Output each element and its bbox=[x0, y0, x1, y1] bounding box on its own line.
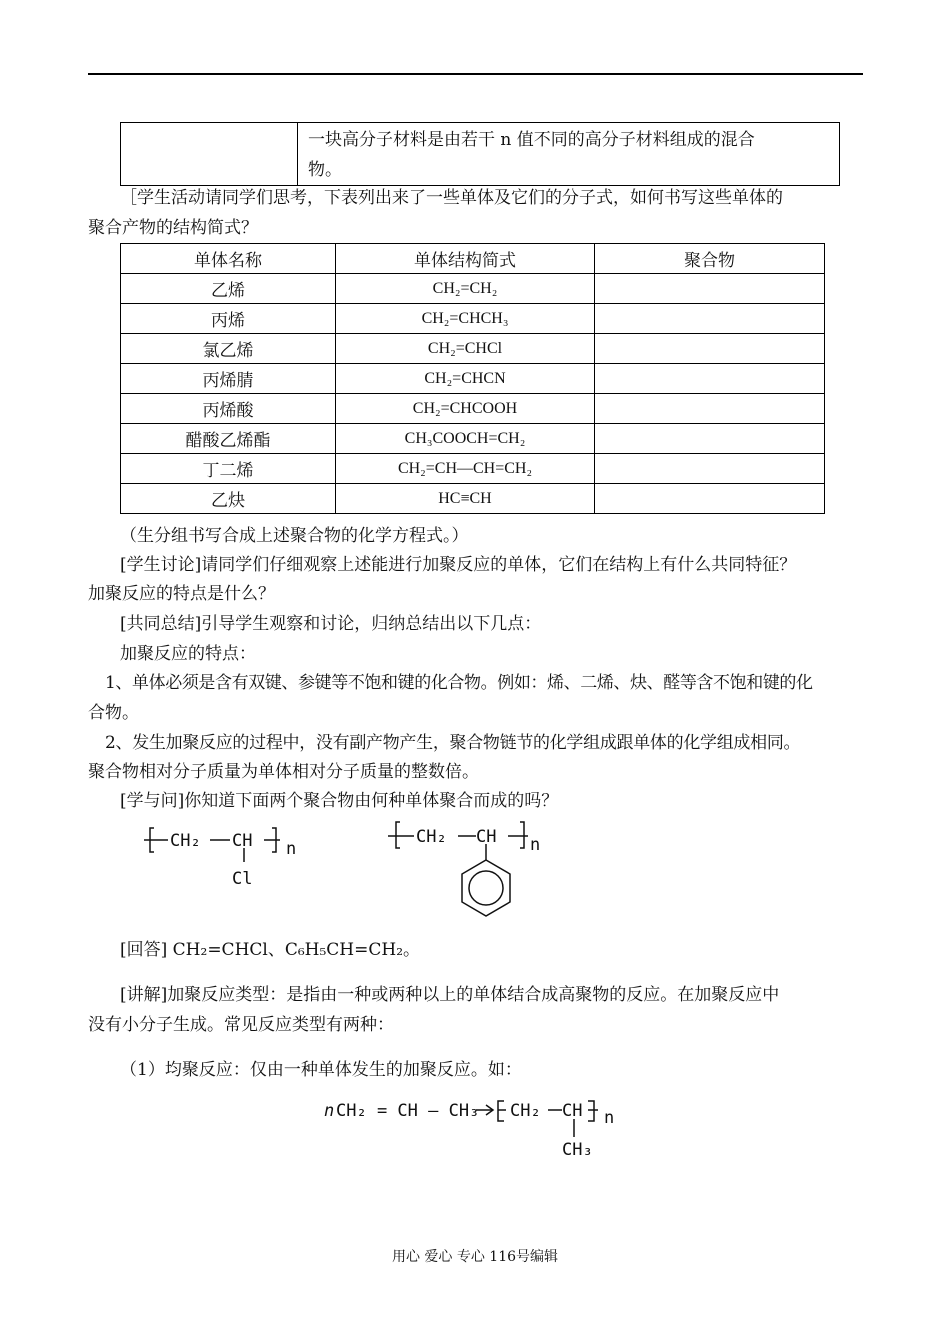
eq-product-ch3: CH₃ bbox=[562, 1140, 593, 1160]
monomer-table-row bbox=[121, 274, 825, 304]
pvc-ch: CH bbox=[232, 831, 253, 851]
monomer-table-row bbox=[121, 304, 825, 334]
polymer-cell bbox=[595, 274, 825, 304]
top-table bbox=[120, 122, 840, 186]
answer-text: [回答] CH₂=CHCl、C₆H₅CH=CH₂。 bbox=[120, 940, 421, 960]
eq-reactant: CH₂ = CH — CH₃ bbox=[336, 1101, 480, 1121]
monomer-table-row bbox=[121, 484, 825, 514]
top-table-text-cell bbox=[298, 123, 840, 186]
header-polymer: 聚合物 bbox=[595, 244, 825, 274]
polymer-cell bbox=[595, 484, 825, 514]
eq-product-ch: CH bbox=[562, 1101, 583, 1121]
pvc-ch2: CH₂ bbox=[170, 831, 201, 851]
monomer-table-row bbox=[121, 394, 825, 424]
eq-product-n: n bbox=[604, 1108, 615, 1128]
polymer-cell bbox=[595, 424, 825, 454]
polystyrene-structure bbox=[386, 816, 566, 922]
ps-ch: CH bbox=[476, 827, 497, 847]
top-table-line1: 一块高分子材料是由若干 n 值不同的高分子材料组成的混合 bbox=[308, 130, 755, 150]
header-rule bbox=[88, 73, 863, 75]
point1-line1: 1、单体必须是含有双键、参键等不饱和键的化合物。例如：烯、二烯、炔、醛等含不饱和键的化 bbox=[105, 673, 813, 693]
polymer-cell bbox=[595, 454, 825, 484]
monomer-table bbox=[120, 243, 825, 514]
ps-ch2: CH₂ bbox=[416, 827, 447, 847]
group-write-text: （生分组书写合成上述聚合物的化学方程式。） bbox=[120, 526, 469, 546]
top-table-line2: 物。 bbox=[308, 160, 342, 180]
monomer-name-cell: 丙烯腈 bbox=[121, 364, 336, 394]
monomer-name-cell: 乙烯 bbox=[121, 274, 336, 304]
activity-line2: 聚合产物的结构简式？ bbox=[88, 218, 258, 238]
discuss-line2: 加聚反应的特点是什么？ bbox=[88, 584, 275, 604]
monomer-name-cell: 氯乙烯 bbox=[121, 334, 336, 364]
monomer-name-cell: 乙炔 bbox=[121, 484, 336, 514]
point2-line1: 2、发生加聚反应的过程中，没有副产物产生，聚合物链节的化学组成跟单体的化学组成相同。 bbox=[105, 733, 801, 753]
polymer-cell bbox=[595, 304, 825, 334]
monomer-table-row bbox=[121, 334, 825, 364]
point1-line2: 合物。 bbox=[88, 703, 139, 723]
header-monomer-formula: 单体结构简式 bbox=[336, 244, 595, 274]
monomer-formula-cell: HC≡CH bbox=[336, 484, 595, 514]
monomer-name-cell: 丙烯 bbox=[121, 304, 336, 334]
monomer-formula-cell: CH₂=CHCl bbox=[336, 334, 595, 364]
header-monomer-name: 单体名称 bbox=[121, 244, 336, 274]
activity-line1: ［学生活动请同学们思考，下表列出来了一些单体及它们的分子式，如何书写这些单体的 bbox=[120, 188, 783, 208]
question-text: [学与问]你知道下面两个聚合物由何种单体聚合而成的吗？ bbox=[120, 791, 559, 811]
lecture-line1: [讲解]加聚反应类型：是指由一种或两种以上的单体结合成高聚物的反应。在加聚反应中 bbox=[120, 985, 780, 1005]
eq-product-ch2: CH₂ bbox=[510, 1101, 541, 1121]
polymer-cell bbox=[595, 364, 825, 394]
eq-n: n bbox=[324, 1101, 335, 1121]
homo-text: （1）均聚反应：仅由一种单体发生的加聚反应。如： bbox=[120, 1060, 522, 1080]
point2-line2: 聚合物相对分子质量为单体相对分子质量的整数倍。 bbox=[88, 762, 479, 782]
monomer-formula-cell: CH₂=CH—CH=CH₂ bbox=[336, 454, 595, 484]
features-title: 加聚反应的特点： bbox=[120, 644, 256, 664]
monomer-formula-cell: CH₂=CH₂ bbox=[336, 274, 595, 304]
top-table-empty-cell bbox=[121, 123, 298, 186]
pvc-n: n bbox=[286, 839, 297, 859]
lecture-line2: 没有小分子生成。常见反应类型有两种： bbox=[88, 1015, 394, 1035]
monomer-name-cell: 丙烯酸 bbox=[121, 394, 336, 424]
monomer-table-header-row bbox=[121, 244, 825, 274]
pvc-structure bbox=[140, 818, 320, 898]
monomer-table-body bbox=[121, 274, 825, 514]
discuss-line1: [学生讨论]请同学们仔细观察上述能进行加聚反应的单体，它们在结构上有什么共同特征？ bbox=[120, 555, 797, 575]
monomer-formula-cell: CH₃COOCH=CH₂ bbox=[336, 424, 595, 454]
monomer-formula-cell: CH₂=CHCH₃ bbox=[336, 304, 595, 334]
monomer-formula-cell: CH₂=CHCOOH bbox=[336, 394, 595, 424]
monomer-formula-cell: CH₂=CHCN bbox=[336, 364, 595, 394]
monomer-name-cell: 醋酸乙烯酯 bbox=[121, 424, 336, 454]
polymer-cell bbox=[595, 394, 825, 424]
ps-n: n bbox=[530, 835, 541, 855]
monomer-table-row bbox=[121, 424, 825, 454]
monomer-table-row bbox=[121, 364, 825, 394]
polymer-cell bbox=[595, 334, 825, 364]
monomer-table-row bbox=[121, 454, 825, 484]
summary-text: [共同总结]引导学生观察和讨论，归纳总结出以下几点： bbox=[120, 614, 542, 634]
propylene-equation bbox=[322, 1095, 632, 1175]
pvc-cl: Cl bbox=[232, 869, 253, 889]
monomer-name-cell: 丁二烯 bbox=[121, 454, 336, 484]
page-footer: 用心 爱心 专心 116号编辑 bbox=[391, 1249, 559, 1265]
